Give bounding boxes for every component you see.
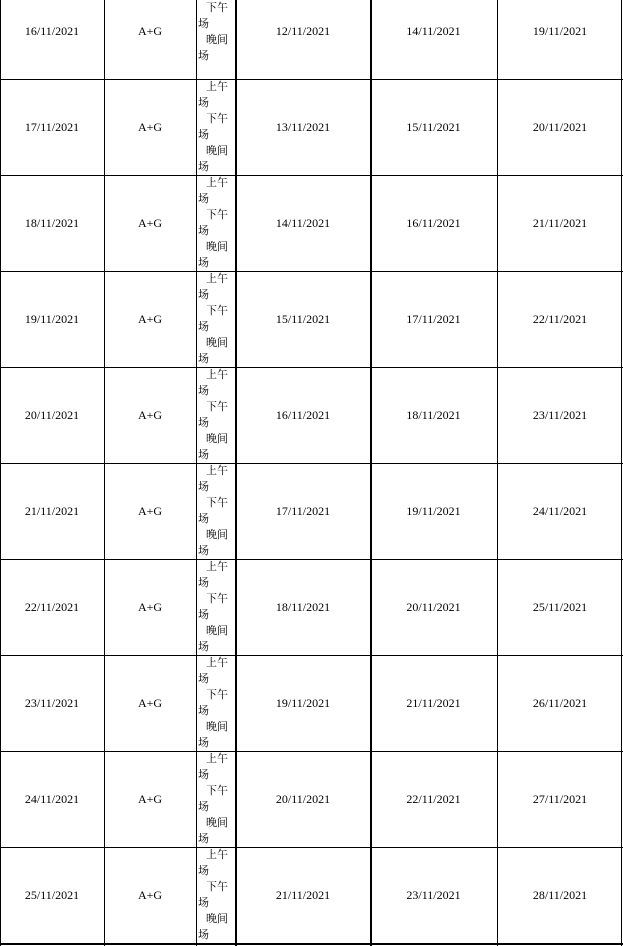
- cell-col4: 20/11/2021: [406, 599, 461, 614]
- session-line: 场: [198, 768, 209, 781]
- session-line: 场: [198, 128, 209, 141]
- session-line: 上午: [206, 176, 228, 189]
- session-line: 上午: [206, 272, 228, 285]
- session-line: 下午: [206, 112, 228, 125]
- session-line: 晚间: [206, 144, 228, 157]
- cell-group: A+G: [137, 599, 163, 614]
- cell-col5: 26/11/2021: [532, 695, 588, 710]
- session-line: 场: [198, 736, 209, 749]
- cell-date: 19/11/2021: [24, 311, 80, 326]
- session-line: 下午: [206, 784, 228, 797]
- cell-col4: 16/11/2021: [406, 215, 461, 230]
- session-line: 场: [198, 480, 209, 493]
- row-divider: [0, 463, 623, 464]
- cell-col3: 14/11/2021: [275, 215, 331, 230]
- cell-col5: 27/11/2021: [532, 791, 588, 806]
- session-line: 场: [198, 800, 209, 813]
- cell-col3: 13/11/2021: [275, 119, 331, 134]
- session-line: 下午: [206, 1, 228, 14]
- session-line: 场: [198, 576, 209, 589]
- session-line: 场: [198, 224, 209, 237]
- cell-date: 20/11/2021: [24, 407, 80, 422]
- cell-col5: 21/11/2021: [532, 215, 588, 230]
- session-line: 场: [198, 864, 209, 877]
- row-divider: [0, 655, 623, 656]
- session-line: 场: [198, 96, 209, 109]
- session-cell: [196, 847, 234, 943]
- cell-group: A+G: [137, 215, 163, 230]
- cell-date: 21/11/2021: [24, 503, 80, 518]
- row-divider: [0, 944, 623, 945]
- cell-col4: 19/11/2021: [406, 503, 461, 518]
- row-divider: [0, 271, 623, 272]
- cell-group: A+G: [137, 503, 163, 518]
- cell-group: A+G: [137, 887, 163, 902]
- session-cell: [196, 751, 234, 847]
- session-line: 场: [198, 160, 209, 173]
- session-cell: [196, 367, 234, 463]
- session-line: 晚间: [206, 33, 228, 46]
- session-line: 场: [198, 192, 209, 205]
- session-line: 下午: [206, 880, 228, 893]
- table-row: [0, 175, 623, 271]
- cell-col3: 17/11/2021: [275, 503, 331, 518]
- column-divider: [497, 0, 498, 946]
- session-cell: [196, 655, 234, 751]
- cell-col5: 20/11/2021: [532, 119, 588, 134]
- cell-date: 23/11/2021: [24, 695, 80, 710]
- cell-group: A+G: [137, 407, 163, 422]
- cell-date: 25/11/2021: [24, 887, 80, 902]
- cell-group: A+G: [137, 791, 163, 806]
- session-line: 晚间: [206, 624, 228, 637]
- session-line: 场: [198, 288, 209, 301]
- cell-group: A+G: [137, 23, 163, 38]
- row-divider: [0, 367, 623, 368]
- cell-date: 18/11/2021: [24, 215, 80, 230]
- column-divider: [196, 0, 197, 946]
- cell-col3: 19/11/2021: [275, 695, 331, 710]
- cell-col5: 28/11/2021: [532, 887, 588, 902]
- session-line: 下午: [206, 496, 228, 509]
- row-divider: [0, 79, 623, 80]
- cell-col4: 15/11/2021: [406, 119, 461, 134]
- session-line: 晚间: [206, 528, 228, 541]
- table-row: [0, 655, 623, 751]
- table-row: [0, 367, 623, 463]
- session-line: 场: [198, 256, 209, 269]
- table-row: [0, 847, 623, 943]
- cell-col3: 20/11/2021: [275, 791, 331, 806]
- cell-col4: 17/11/2021: [406, 311, 461, 326]
- cell-date: 24/11/2021: [24, 791, 80, 806]
- cell-group: A+G: [137, 311, 163, 326]
- session-line: 上午: [206, 752, 228, 765]
- table-row: [0, 559, 623, 655]
- column-divider: [370, 0, 372, 946]
- session-line: 晚间: [206, 816, 228, 829]
- session-line: 晚间: [206, 720, 228, 733]
- session-line: 上午: [206, 848, 228, 861]
- column-divider: [0, 0, 1, 946]
- session-cell: [196, 79, 234, 175]
- table-row: [0, 271, 623, 367]
- cell-col4: 21/11/2021: [406, 695, 461, 710]
- session-line: 下午: [206, 208, 228, 221]
- table-row: [0, 79, 623, 175]
- session-cell: [196, 559, 234, 655]
- cell-col3: 15/11/2021: [275, 311, 331, 326]
- cell-col3: 16/11/2021: [275, 407, 331, 422]
- cell-col3: 12/11/2021: [275, 23, 331, 38]
- cell-col3: 21/11/2021: [275, 887, 331, 902]
- table-row-partial: [0, 0, 623, 79]
- session-line: 场: [198, 49, 209, 62]
- cell-col4: 18/11/2021: [406, 407, 461, 422]
- session-line: 场: [198, 448, 209, 461]
- session-line: 场: [198, 832, 209, 845]
- session-line: 上午: [206, 560, 228, 573]
- session-line: 下午: [206, 592, 228, 605]
- session-line: 场: [198, 672, 209, 685]
- row-divider: [0, 847, 623, 848]
- session-line: 场: [198, 416, 209, 429]
- cell-col5: 24/11/2021: [532, 503, 588, 518]
- table-row: [0, 751, 623, 847]
- session-line: 上午: [206, 368, 228, 381]
- session-line: 上午: [206, 656, 228, 669]
- session-line: 场: [198, 928, 209, 941]
- row-divider: [0, 175, 623, 176]
- table-row: [0, 463, 623, 559]
- session-line: 下午: [206, 304, 228, 317]
- column-divider: [235, 0, 237, 946]
- cell-col5: 19/11/2021: [532, 23, 588, 38]
- column-divider: [621, 0, 622, 946]
- session-line: 场: [198, 17, 209, 30]
- cell-col4: 22/11/2021: [406, 791, 461, 806]
- session-line: 场: [198, 512, 209, 525]
- session-cell: [196, 463, 234, 559]
- session-line: 晚间: [206, 432, 228, 445]
- session-line: 场: [198, 320, 209, 333]
- cell-col4: 23/11/2021: [406, 887, 461, 902]
- cell-col5: 22/11/2021: [532, 311, 588, 326]
- session-line: 上午: [206, 464, 228, 477]
- cell-col5: 25/11/2021: [532, 599, 588, 614]
- cell-col4: 14/11/2021: [406, 23, 461, 38]
- session-line: 场: [198, 352, 209, 365]
- cell-group: A+G: [137, 695, 163, 710]
- session-line: 场: [198, 896, 209, 909]
- column-divider: [104, 0, 105, 946]
- session-line: 晚间: [206, 240, 228, 253]
- session-line: 场: [198, 608, 209, 621]
- cell-col3: 18/11/2021: [275, 599, 331, 614]
- session-line: 场: [198, 384, 209, 397]
- session-cell: [196, 0, 234, 79]
- session-cell: [196, 175, 234, 271]
- cell-group: A+G: [137, 119, 163, 134]
- session-line: 上午: [206, 80, 228, 93]
- session-line: 下午: [206, 688, 228, 701]
- row-divider: [0, 559, 623, 560]
- session-line: 场: [198, 704, 209, 717]
- row-divider: [0, 751, 623, 752]
- session-line: 晚间: [206, 336, 228, 349]
- cell-date: 17/11/2021: [24, 119, 80, 134]
- cell-col5: 23/11/2021: [532, 407, 588, 422]
- session-line: 晚间: [206, 912, 228, 925]
- session-cell: [196, 271, 234, 367]
- cell-date: 22/11/2021: [24, 599, 80, 614]
- cell-date: 16/11/2021: [24, 23, 80, 38]
- session-line: 场: [198, 544, 209, 557]
- session-line: 下午: [206, 400, 228, 413]
- session-line: 场: [198, 640, 209, 653]
